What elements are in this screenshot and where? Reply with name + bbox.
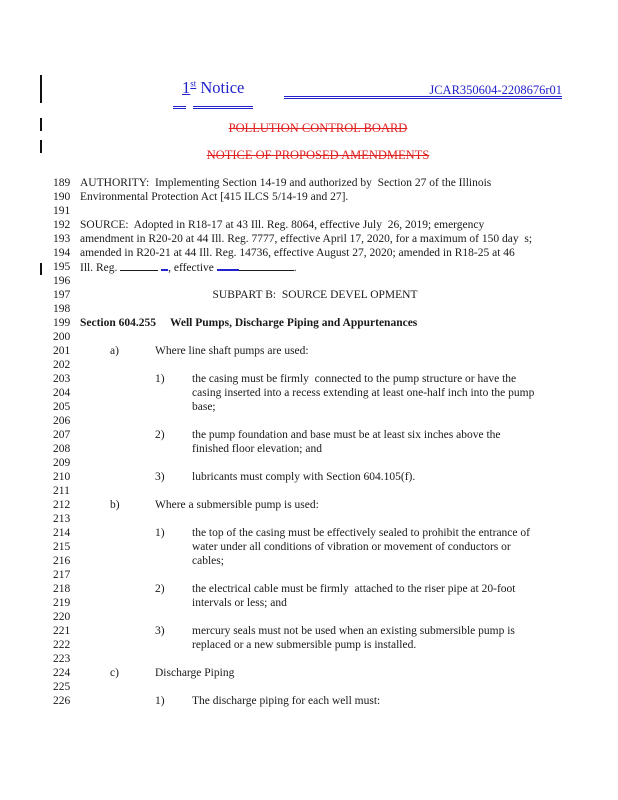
line-number: 214 [53, 527, 71, 539]
line-number: 207 [53, 429, 71, 441]
line-text-fragment: Ill. Reg. [80, 262, 121, 274]
line-number: 205 [53, 401, 71, 413]
doc-line-221 [0, 624, 618, 638]
line-number: 211 [53, 485, 70, 497]
doc-line-190 [0, 190, 618, 204]
line-number: 198 [53, 303, 71, 315]
line-number: 220 [53, 611, 71, 623]
line-number: 197 [53, 289, 71, 301]
change-bar [40, 75, 42, 103]
doc-line-192 [0, 218, 618, 232]
line-text: amended in R20-21 at 44 Ill. Reg. 14736, effective August 27, 2020; amended in R18-25 at 46 [80, 247, 515, 259]
line-number: 190 [53, 191, 71, 203]
doc-line-213 [0, 512, 618, 526]
line-number: 210 [53, 471, 71, 483]
doc-line-195 [0, 260, 618, 274]
line-text: Well Pumps, Discharge Piping and Appurtenances [170, 317, 418, 329]
line-number: 213 [53, 513, 71, 525]
line-text: casing inserted into a recess extending at least one-half inch into the pump [192, 387, 535, 399]
line-text: Discharge Piping [155, 667, 235, 679]
inserted-blank-mark [193, 101, 253, 109]
doc-line-216 [0, 554, 618, 568]
line-text: amendment in R20-20 at 44 Ill. Reg. 7777, effective April 17, 2020, for a maximum of 150 day s; [80, 233, 533, 245]
doc-line-225 [0, 680, 618, 694]
line-number: 200 [53, 331, 71, 343]
doc-line-208 [0, 442, 618, 456]
line-text: 3) [155, 471, 165, 483]
notice-ordinal-suffix: st [190, 78, 197, 89]
line-text: the top of the casing must be effectively sealed to prohibit the entrance of [192, 527, 530, 539]
doc-line-220 [0, 610, 618, 624]
line-text: Where line shaft pumps are used: [155, 345, 309, 357]
line-text: 1) [155, 373, 165, 385]
line-number: 222 [53, 639, 71, 651]
line-text: SOURCE: Adopted in R18-17 at 43 Ill. Reg. 8064, effective July 26, 2019; emergency [80, 219, 485, 231]
line-number: 221 [53, 625, 71, 637]
line-number: 209 [53, 457, 71, 469]
line-number: 194 [53, 247, 71, 259]
line-number: 223 [53, 653, 71, 665]
line-number: 193 [53, 233, 71, 245]
line-number: 203 [53, 373, 71, 385]
inserted-blank-mark [173, 101, 186, 109]
line-text: b) [110, 499, 120, 511]
line-number: 199 [53, 317, 71, 329]
line-number: 191 [53, 205, 71, 217]
first-notice-title [182, 78, 244, 98]
line-number: 206 [53, 415, 71, 427]
doc-line-193 [0, 232, 618, 246]
doc-line-212 [0, 498, 618, 512]
notice-title-deleted: NOTICE OF PROPOSED AMENDMENTS [206, 148, 430, 162]
doc-line-210 [0, 470, 618, 484]
line-number: 192 [53, 219, 71, 231]
line-number: 201 [53, 345, 71, 357]
line-number: 189 [53, 177, 71, 189]
line-text: Where a submersible pump is used: [155, 499, 319, 511]
line-number: 218 [53, 583, 71, 595]
doc-line-196 [0, 274, 618, 288]
line-text: finished floor elevation; and [192, 443, 322, 455]
line-text: water under all conditions of vibration or movement of conductors or [192, 541, 511, 553]
doc-line-198 [0, 302, 618, 316]
line-number: 212 [53, 499, 71, 511]
line-text: Section 604.255 [80, 317, 157, 329]
doc-line-226 [0, 694, 618, 708]
line-number: 202 [53, 359, 71, 371]
line-text: 3) [155, 625, 165, 637]
notice-word: Notice [196, 78, 245, 97]
jcar-docket-code: JCAR350604-2208676r01 [429, 83, 562, 97]
line-number: 196 [53, 275, 71, 287]
doc-line-191 [0, 204, 618, 218]
notice-ordinal: 1 [182, 78, 191, 97]
line-text: the pump foundation and base must be at least six inches above the [192, 429, 501, 441]
doc-line-215 [0, 540, 618, 554]
line-number: 208 [53, 443, 71, 455]
line-text: c) [110, 667, 119, 679]
doc-line-201 [0, 344, 618, 358]
line-text: 2) [155, 583, 165, 595]
doc-line-206 [0, 414, 618, 428]
doc-line-217 [0, 568, 618, 582]
line-text: base; [192, 401, 216, 413]
line-text: 1) [155, 527, 165, 539]
line-number: 195 [53, 261, 71, 273]
blank-underline [239, 261, 294, 271]
centered-heading: SUBPART B: SOURCE DEVEL OPMENT [212, 289, 418, 301]
doc-line-204 [0, 386, 618, 400]
doc-line-203 [0, 372, 618, 386]
line-text-fragment: . [293, 262, 297, 274]
doc-line-189 [0, 176, 618, 190]
doc-line-207 [0, 428, 618, 442]
doc-line-194 [0, 246, 618, 260]
doc-line-218 [0, 582, 618, 596]
doc-line-205 [0, 400, 618, 414]
line-number: 224 [53, 667, 71, 679]
line-text: 1) [155, 695, 165, 707]
line-number: 216 [53, 555, 71, 567]
inserted-blank-underline [217, 260, 239, 271]
line-text-fragment: , effective [168, 262, 217, 274]
line-text: replaced or a new submersible pump is installed. [192, 639, 417, 651]
header-underline-rule [284, 79, 562, 99]
line-text: Environmental Protection Act [415 ILCS 5/14-19 and 27]. [80, 191, 349, 203]
doc-line-214 [0, 526, 618, 540]
line-text: intervals or less; and [192, 597, 287, 609]
blank-underline [120, 261, 158, 271]
line-text: The discharge piping for each well must: [192, 695, 381, 707]
line-text: lubricants must comply with Section 604.105(f). [192, 471, 416, 483]
line-text: mercury seals must not be used when an existing submersible pump is [192, 625, 515, 637]
doc-line-219 [0, 596, 618, 610]
line-number: 217 [53, 569, 71, 581]
board-title-deleted: POLLUTION CONTROL BOARD [228, 121, 408, 135]
line-number: 226 [53, 695, 71, 707]
document-body [0, 176, 618, 708]
doc-line-222 [0, 638, 618, 652]
doc-line-200 [0, 330, 618, 344]
line-text: the casing must be firmly connected to the pump structure or have the [192, 373, 517, 385]
line-text: 2) [155, 429, 165, 441]
line-text: a) [110, 345, 119, 357]
line-number: 215 [53, 541, 71, 553]
doc-line-209 [0, 456, 618, 470]
line-number: 204 [53, 387, 71, 399]
line-text: AUTHORITY: Implementing Section 14-19 and authorized by Section 27 of the Illinois [80, 177, 492, 189]
doc-line-202 [0, 358, 618, 372]
line-text: cables; [192, 555, 224, 567]
doc-line-223 [0, 652, 618, 666]
line-text: the electrical cable must be firmly attached to the riser pipe at 20-foot [192, 583, 516, 595]
doc-line-197 [0, 288, 618, 302]
doc-line-211 [0, 484, 618, 498]
line-number: 219 [53, 597, 71, 609]
line-number: 225 [53, 681, 71, 693]
doc-line-224 [0, 666, 618, 680]
line-text [80, 260, 297, 275]
doc-line-199 [0, 316, 618, 330]
